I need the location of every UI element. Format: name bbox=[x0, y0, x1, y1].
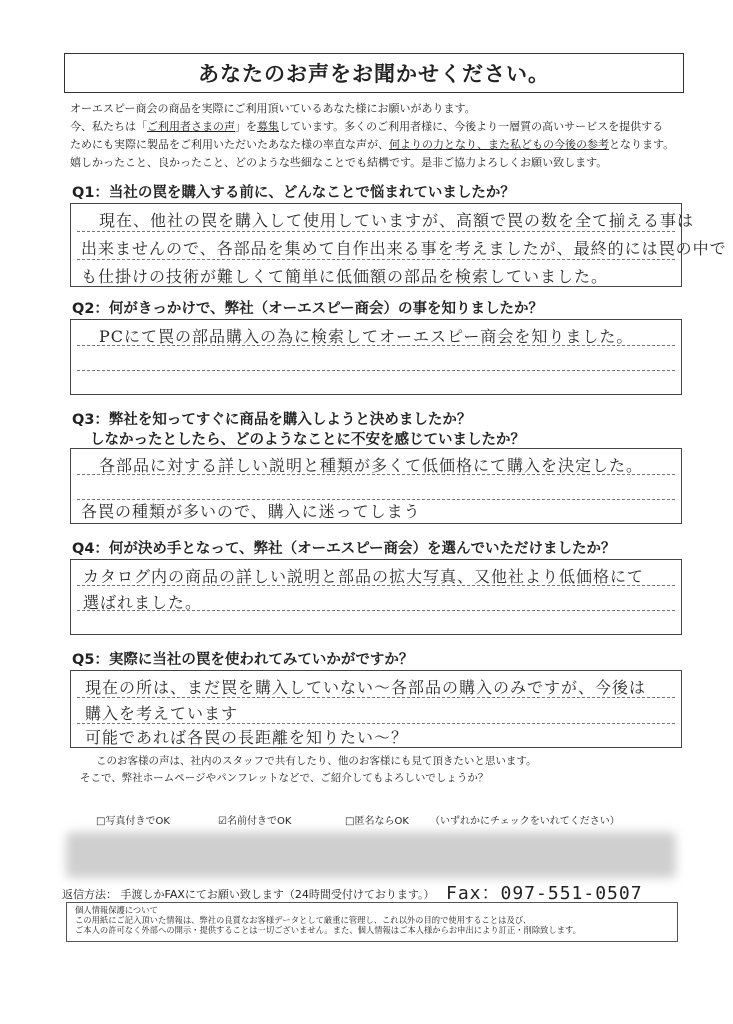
intro-line-3: ためにも実際に製品をご利用いただいたあなた様の率直な声が、何よりの力となり、また私どもの今後の参考となります。 bbox=[70, 138, 675, 151]
answer-3-line-1: 各部品に対する詳しい説明と種類が多くて低価格にて購入を決定した。 bbox=[99, 456, 644, 475]
question-1-label: Q1：当社の罠を購入する前に、どんなことで悩まれていましたか？ bbox=[72, 185, 515, 201]
note-line-1: このお客様の声は、社内のスタッフで共有したり、他のお客様にも見て頂きたいと思います。 bbox=[96, 755, 537, 767]
intro-line-4: 嬉しかったこと、良かったこと、どのような些細なことでも結構です。是非ご協力よろしくお願い致します。 bbox=[70, 156, 608, 169]
redacted-name-field bbox=[66, 832, 676, 878]
return-method: 返信方法： 手渡しかFAXにてお願い致します（24時間受付けております。） bbox=[62, 888, 435, 901]
answer-4-line-1: カタログ内の商品の詳しい説明と部品の拡大写真、又他社より低価格にて bbox=[83, 567, 645, 586]
privacy-notice bbox=[66, 902, 678, 942]
answer-5-line-1: 現在の所は、まだ罠を購入していない～各部品の購入のみですが、今後は bbox=[85, 678, 647, 697]
checkbox-photo-ok[interactable]: □写真付きでOK bbox=[96, 816, 170, 827]
privacy-title: 個人情報保護について bbox=[75, 905, 158, 915]
answer-box-5[interactable] bbox=[70, 670, 682, 748]
question-4-label: Q4：何が決め手となって、弊社（オーエスピー商会）を選んでいただけましたか？ bbox=[72, 541, 616, 557]
answer-1-line-1: 現在、他社の罠を購入して使用していますが、高額で罠の数を全て揃える事は bbox=[99, 211, 695, 230]
privacy-line-2: ご本人の許可なく外部への開示・提供することは一切ございません。また、個人情報はご本人様からお申出により訂正・削除致します。 bbox=[75, 925, 581, 935]
checkbox-name-ok[interactable]: ☑名前付きでOK bbox=[218, 816, 292, 827]
answer-1-line-2: 出来ませんので、各部品を集めて自作出来る事を考えましたが、最終的には罠の中で bbox=[81, 239, 727, 258]
note-line-2: そこで、弊社ホームページやパンフレットなどで、ご紹介してもよろしいでしょうか？ bbox=[80, 772, 489, 784]
intro-line-2: 今、私たちは「ご利用者さまの声」を募集しています。多くのご利用者様に、今後より一層質の高いサービスを提供する bbox=[70, 120, 664, 133]
answer-5-line-2: 購入を考えています bbox=[85, 704, 239, 723]
fax-number: Fax：097-551-0507 bbox=[446, 883, 643, 904]
answer-box-1[interactable] bbox=[70, 203, 727, 287]
answer-3-line-2: 各罠の種類が多いので、購入に迷ってしまう bbox=[81, 502, 421, 521]
checkbox-hint: （いずれかにチェックをいれてください） bbox=[430, 816, 620, 827]
answer-box-4[interactable] bbox=[70, 559, 682, 635]
question-3-sublabel: しなかったとしたら、どのようなことに不安を感じていましたか？ bbox=[90, 432, 525, 448]
answer-4-line-2: 選ばれました。 bbox=[83, 593, 203, 612]
privacy-line-1: この用紙にご記入頂いた情報は、弊社の良質なお客様データとして厳重に管理し、これ以外の目的で使用することは及び、 bbox=[75, 915, 532, 925]
question-5-label: Q5：実際に当社の罠を使われてみていかがですか？ bbox=[72, 652, 414, 668]
question-2-label: Q2：何がきっかけで、弊社（オーエスピー商会）の事を知りましたか？ bbox=[72, 301, 544, 317]
question-3-label: Q3：弊社を知ってすぐに商品を購入しようと決めましたか？ bbox=[72, 412, 472, 428]
intro-line-1: オーエスピー商会の商品を実際にご利用頂いているあなた様にお願いがあります。 bbox=[70, 102, 476, 115]
answer-5-line-3: 可能であれば各罠の長距離を知りたい～？ bbox=[85, 728, 409, 747]
answer-box-2[interactable] bbox=[70, 319, 682, 395]
answer-1-line-3: も仕掛けの技術が難しくて簡単に低価額の部品を検索していました。 bbox=[81, 267, 609, 286]
page-title: あなたのお声をお聞かせください。 bbox=[64, 53, 684, 93]
checkbox-anonymous-ok[interactable]: □匿名ならOK bbox=[345, 816, 409, 827]
answer-box-3[interactable] bbox=[70, 448, 682, 524]
answer-2-line-1: PCにて罠の部品購入の為に検索してオーエスピー商会を知りました。 bbox=[99, 327, 634, 346]
